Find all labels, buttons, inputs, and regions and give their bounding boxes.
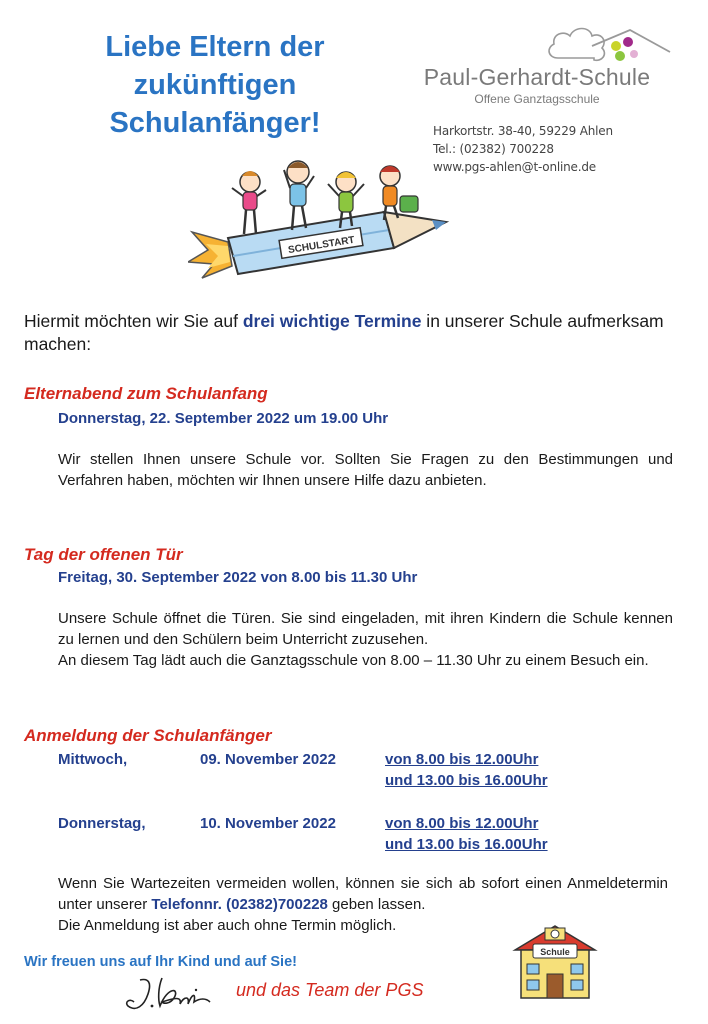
section-date-elternabend: Donnerstag, 22. September 2022 um 19.00 Uhr bbox=[58, 410, 389, 427]
registration-row bbox=[58, 751, 127, 768]
registration-date: 09. November 2022 bbox=[200, 751, 336, 768]
intro-pre: Hiermit möchten wir Sie auf bbox=[24, 311, 243, 331]
school-sign-label: Schule bbox=[540, 947, 570, 957]
registration-time-1: von 8.00 bis 12.00Uhr bbox=[385, 751, 539, 768]
registration-time-2: und 13.00 bis 16.00Uhr bbox=[385, 836, 548, 853]
registration-phone: Telefonnr. (02382)700228 bbox=[151, 896, 328, 913]
section-date-offene-tuer: Freitag, 30. September 2022 von 8.00 bis 11.30 Uhr bbox=[58, 569, 418, 586]
closing-text: Wir freuen uns auf Ihr Kind und auf Sie! bbox=[24, 954, 297, 970]
section-title-anmeldung: Anmeldung der Schulanfänger bbox=[24, 726, 272, 745]
pencil-label: SCHULSTART bbox=[287, 234, 356, 257]
intro-highlight: drei wichtige Termine bbox=[242, 311, 422, 331]
registration-note-2: Die Anmeldung ist aber auch ohne Termin möglich. bbox=[58, 917, 397, 934]
school-web: www.pgs-ahlen@t-online.de bbox=[433, 160, 596, 174]
intro-text bbox=[24, 310, 674, 356]
registration-note-pre: Wenn Sie Wartezeiten vermeiden wollen, können sie sich ab sofort einen Anmeldetermin unter unserer bbox=[58, 875, 668, 913]
schulstart-pencil-illustration bbox=[188, 150, 463, 280]
signature bbox=[118, 972, 218, 1018]
registration-time-1: von 8.00 bis 12.00Uhr bbox=[385, 815, 539, 832]
headline bbox=[60, 28, 370, 142]
headline-line-2: zukünftigen bbox=[133, 69, 297, 101]
team-signature: und das Team der PGS bbox=[236, 980, 424, 1000]
intro-post: in unserer Schule aufmerksam machen: bbox=[24, 311, 664, 354]
section-text2-offene-tuer: An diesem Tag lädt auch die Ganztagsschule von 8.00 – 11.30 Uhr zu einem Besuch ein. bbox=[58, 652, 649, 669]
registration-day: Mittwoch, bbox=[58, 751, 128, 768]
school-phone: Tel.: (02382) 700228 bbox=[433, 142, 554, 156]
registration-row bbox=[58, 815, 146, 832]
registration-date: 10. November 2022 bbox=[200, 815, 336, 832]
registration-day: Donnerstag, bbox=[58, 815, 146, 832]
headline-line-3: Schulanfänger! bbox=[109, 107, 321, 139]
school-address: Harkortstr. 38-40, 59229 Ahlen bbox=[433, 124, 613, 138]
section-text-offene-tuer: Unsere Schule öffnet die Türen. Sie sind eingeladen, mit ihren Kindern die Schule kennen zu lernen und den Schülern beim Unterricht zuzusehen. bbox=[58, 610, 673, 648]
headline-line-1: Liebe Eltern der bbox=[105, 31, 325, 63]
section-text-elternabend: Wir stellen Ihnen unsere Schule vor. Sollten Sie Fragen zu den Bestimmungen und Verfahren haben, möchten wir Ihnen unsere Hilfe dazu anbieten. bbox=[58, 451, 673, 489]
school-subtitle: Offene Ganztagsschule bbox=[474, 92, 600, 106]
school-name: Paul-Gerhardt-Schule bbox=[423, 64, 651, 90]
registration-note bbox=[58, 873, 668, 915]
section-title-elternabend: Elternabend zum Schulanfang bbox=[24, 384, 268, 403]
registration-note-post: geben lassen. bbox=[327, 896, 426, 913]
section-title-offene-tuer: Tag der offenen Tür bbox=[24, 545, 183, 564]
school-building-illustration bbox=[505, 920, 605, 1002]
registration-time-2: und 13.00 bis 16.00Uhr bbox=[385, 772, 548, 789]
